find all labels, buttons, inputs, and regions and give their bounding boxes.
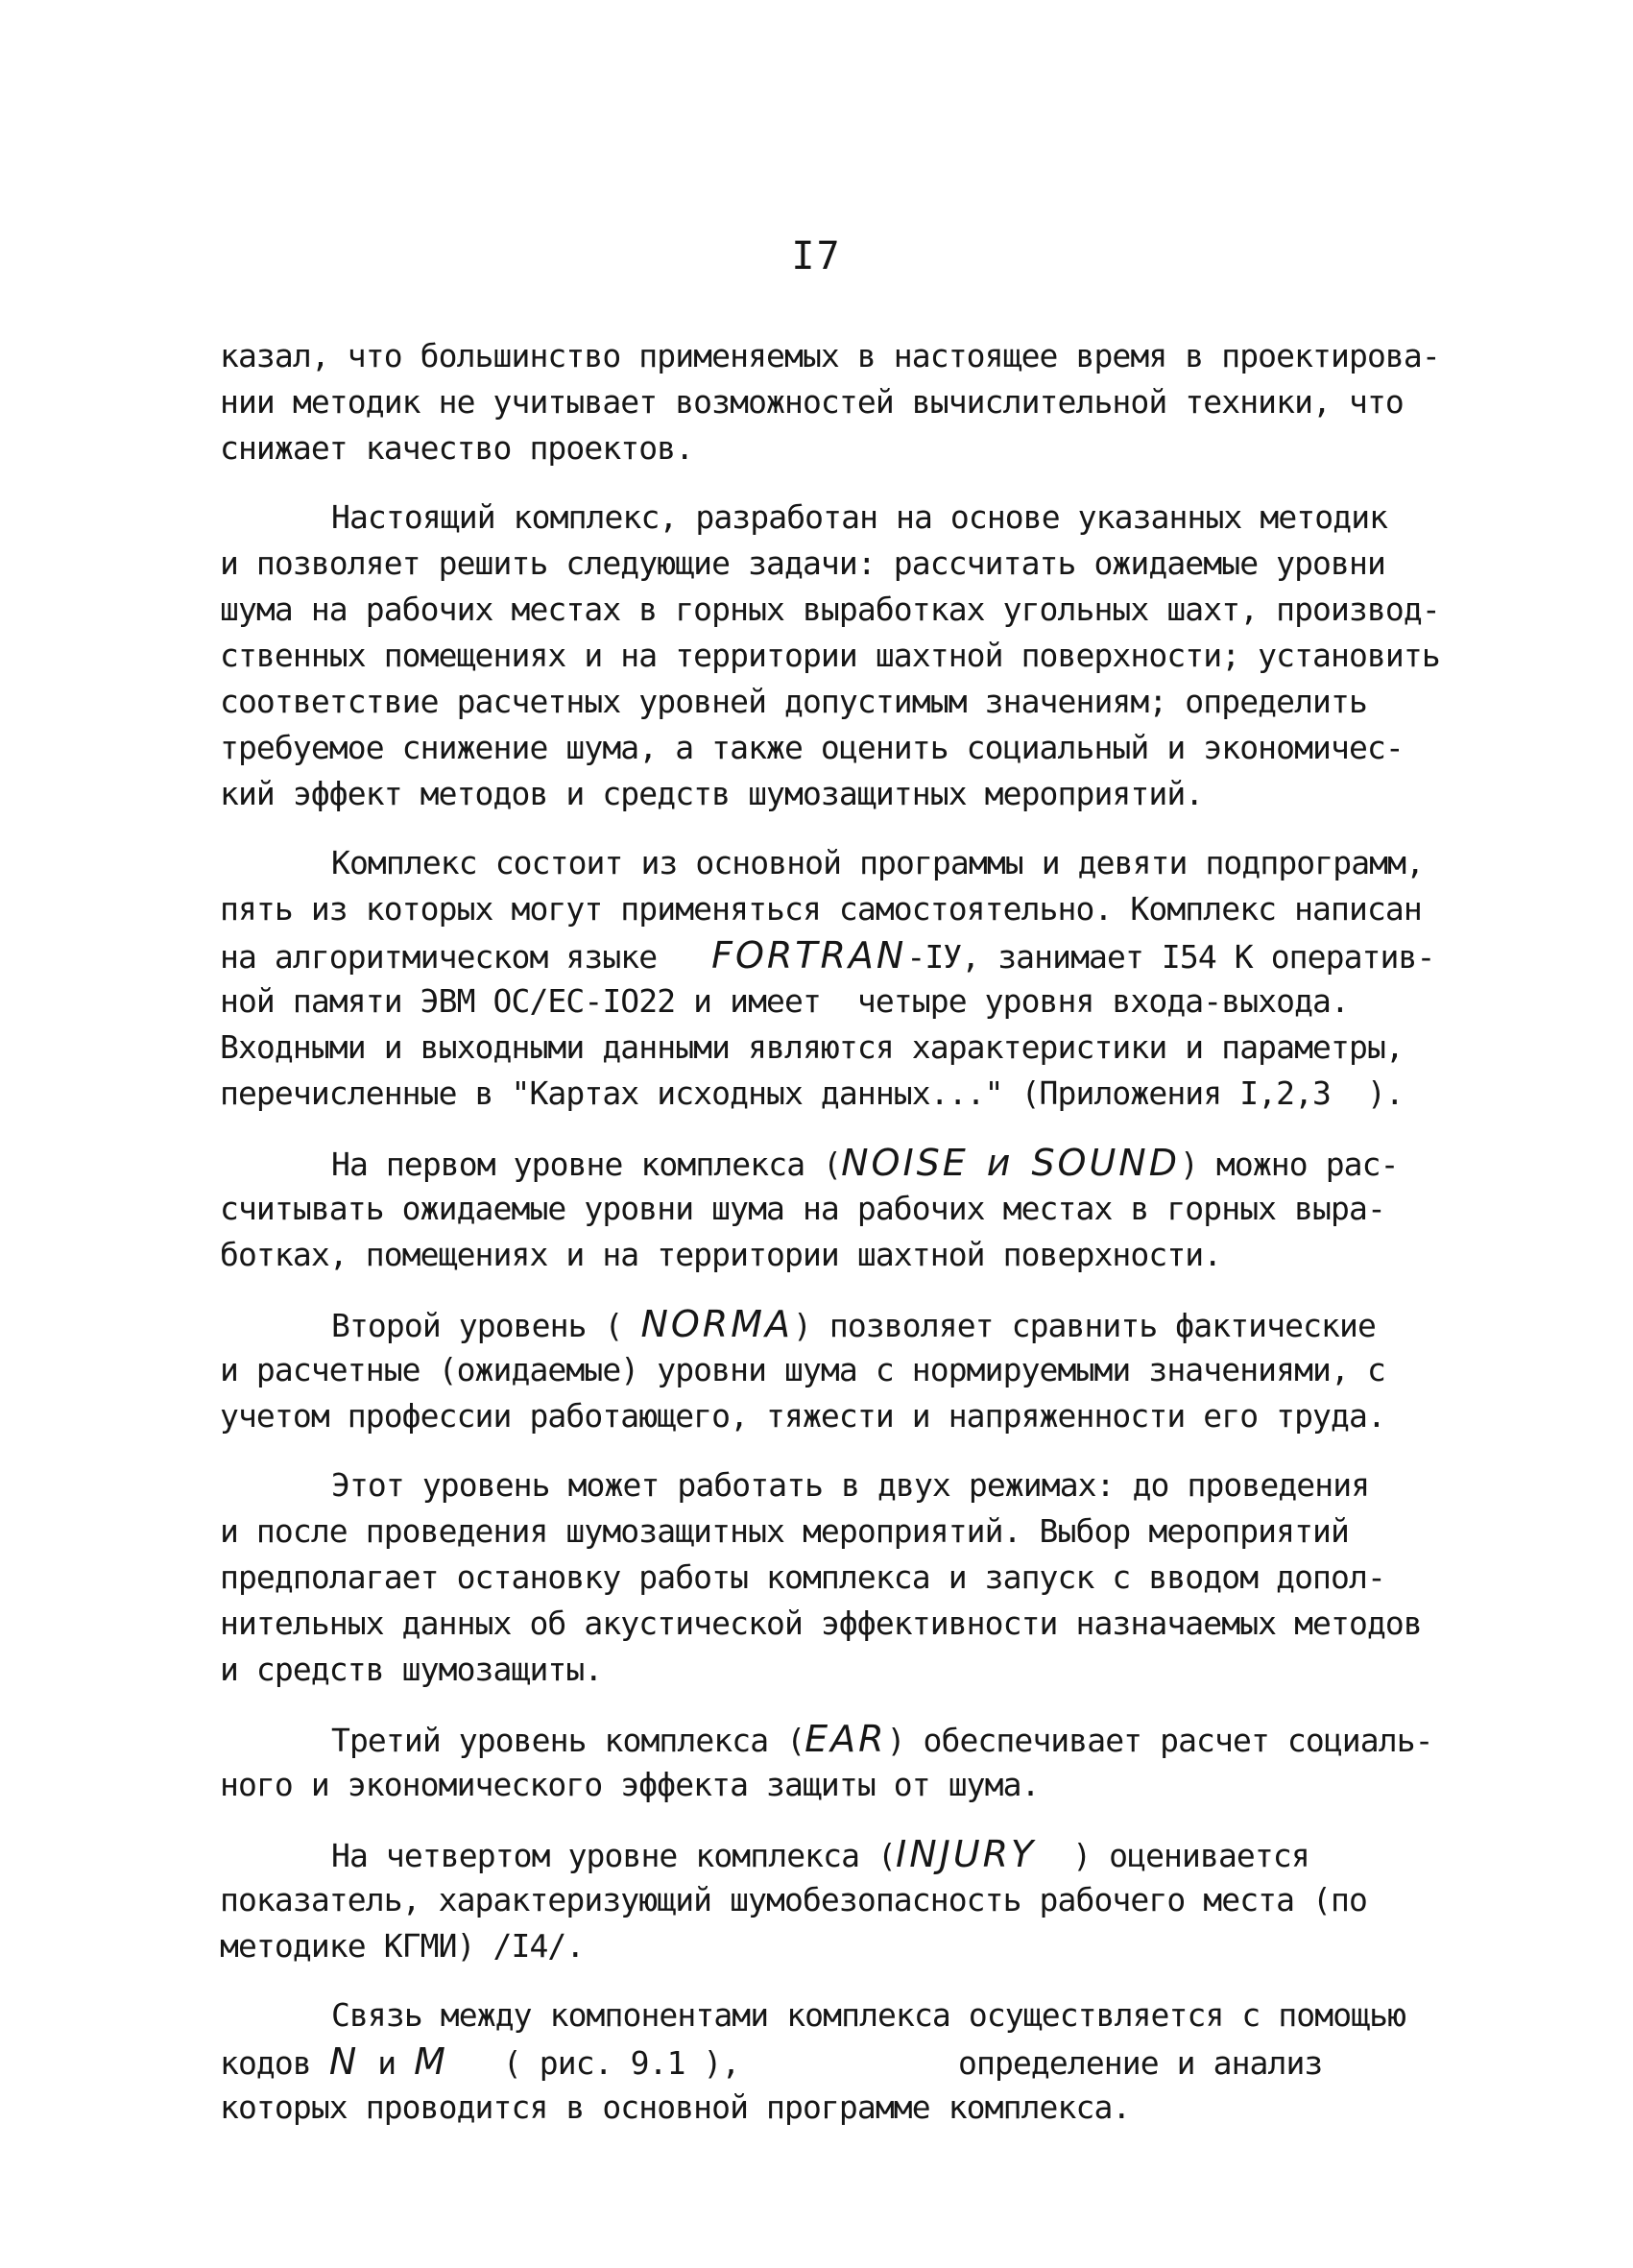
text-line: снижает качество проектов. [220, 429, 694, 467]
text-line: ного и экономического эффекта защиты от шума. [220, 1766, 1040, 1803]
text-line: и расчетные (ожидаемые) уровни шума с нормируемыми значениями, с [220, 1351, 1385, 1388]
text-line: перечисленные в "Картах исходных данных..." (Приложения I,2,3 ). [220, 1074, 1404, 1112]
conjunction-handwritten: и [986, 1142, 1014, 1184]
text-line: требуемое снижение шума, а также оценить социальный и экономичес- [220, 729, 1404, 766]
injury-handwritten: INJURY [896, 1833, 1037, 1875]
text-line: Настоящий комплекс, разработан на основе указанных методик [331, 498, 1388, 536]
text-line: Входными и выходными данными являются характеристики и параметры, [220, 1028, 1404, 1066]
text-line: методике КГМИ) /I4/. [220, 1927, 585, 1965]
text-segment: ) можно рас- [1179, 1146, 1399, 1183]
text-line [220, 1301, 1458, 1347]
text-line: ной памяти ЭВМ ОС/ЕС-IО22 и имеет четыре уровня входа-выхода. [220, 982, 1349, 1020]
paragraph-7 [220, 1716, 1458, 1808]
text-segment: ( рис. 9.1 ), определение и анализ [447, 2044, 1323, 2082]
text-line: соответствие расчетных уровней допустимым значениям; определить [220, 683, 1367, 720]
paragraph-1 [220, 333, 1458, 471]
paragraph-2 [220, 495, 1458, 817]
text-line: и средств шумозащиты. [220, 1651, 603, 1688]
text-line: пять из которых могут применяться самостоятельно. Комплекс написан [220, 890, 1422, 928]
text-line: кий эффект методов и средств шумозащитных мероприятий. [220, 775, 1204, 812]
text-line: Этот уровень может работать в двух режимах: до проведения [331, 1466, 1370, 1504]
body-text [220, 333, 1458, 2131]
norma-handwritten: NORMA [640, 1303, 793, 1345]
text-line [220, 1140, 1458, 1186]
text-line [220, 1831, 1458, 1877]
text-segment: На четвертом уровне комплекса ( [331, 1837, 896, 1874]
text-segment: Третий уровень комплекса ( [331, 1722, 805, 1759]
text-line: учетом профессии работающего, тяжести и напряженности его труда. [220, 1397, 1385, 1435]
paragraph-5 [220, 1301, 1458, 1439]
noise-handwritten: NOISE [841, 1142, 969, 1184]
code-m-handwritten: M [414, 2040, 448, 2083]
text-line [220, 1716, 1458, 1762]
page-number: I7 [791, 234, 842, 278]
text-line: нительных данных об акустической эффективности назначаемых методов [220, 1604, 1422, 1642]
code-n-handwritten: N [328, 2040, 360, 2083]
paragraph-6 [220, 1462, 1458, 1693]
text-segment: Второй уровень ( [331, 1307, 641, 1344]
text-line: предполагает остановку работы комплекса и запуск с вводом допол- [220, 1558, 1385, 1596]
paragraph-8 [220, 1831, 1458, 1969]
paragraph-4 [220, 1140, 1458, 1278]
text-segment: и [359, 2044, 415, 2082]
sound-handwritten: SOUND [1031, 1142, 1180, 1184]
paragraph-3 [220, 840, 1458, 1117]
text-line [220, 932, 1458, 978]
text-line: казал, что большинство применяемых в настоящее время в проектирова- [220, 337, 1440, 374]
text-segment: ) оценивается [1036, 1837, 1309, 1874]
text-line: Связь между компонентами комплекса осуществляется с помощью [331, 1996, 1406, 2034]
text-line: которых проводится в основной программе комплекса. [220, 2088, 1131, 2126]
text-line: ботках, помещениях и на территории шахтной поверхности. [220, 1236, 1222, 1273]
text-line: показатель, характеризующий шумобезопасность рабочего места (по [220, 1881, 1367, 1918]
fortran-handwritten: FORTRAN [711, 934, 907, 977]
paragraph-9 [220, 1992, 1458, 2131]
text-line: ственных помещениях и на территории шахтной поверхности; установить [220, 637, 1440, 674]
text-line [220, 2039, 1458, 2085]
text-line: шума на рабочих местах в горных выработках угольных шахт, производ- [220, 591, 1440, 628]
text-line: нии методик не учитывает возможностей вычислительной техники, что [220, 383, 1404, 421]
text-line: и после проведения шумозащитных мероприятий. Выбор мероприятий [220, 1512, 1349, 1550]
text-segment: кодов [220, 2044, 329, 2082]
text-segment: на алгоритмическом языке [220, 938, 712, 976]
text-line: Комплекс состоит из основной программы и девяти подпрограмм, [331, 844, 1425, 881]
text-segment: На первом уровне комплекса ( [331, 1146, 842, 1183]
ear-handwritten: EAR [804, 1718, 887, 1760]
text-segment: ) позволяет сравнить фактические [792, 1307, 1376, 1344]
text-segment: ) обеспечивает расчет социаль- [886, 1722, 1433, 1759]
text-segment: -IУ, занимает I54 К оператив- [906, 938, 1435, 976]
text-line: и позволяет решить следующие задачи: рассчитать ожидаемые уровни [220, 544, 1385, 582]
text-line: считывать ожидаемые уровни шума на рабочих местах в горных выра- [220, 1190, 1385, 1227]
